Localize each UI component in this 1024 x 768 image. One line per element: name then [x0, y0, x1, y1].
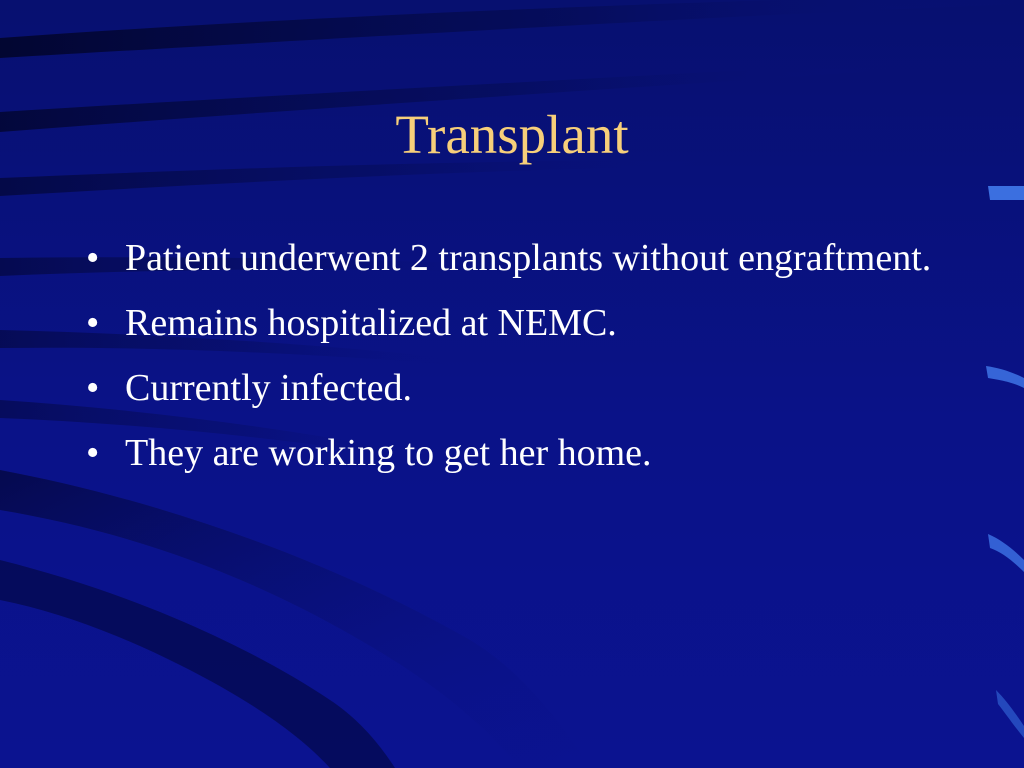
slide-title: Transplant [395, 104, 629, 165]
bullet-list [82, 232, 942, 492]
bullet-icon: • [86, 432, 100, 474]
bullet-text: They are working to get her home. [125, 432, 652, 474]
bullet-item [82, 427, 942, 480]
bullet-icon: • [86, 237, 100, 279]
bullet-text: Patient underwent 2 transplants without engraftment. [125, 237, 932, 279]
bullet-icon: • [86, 367, 100, 409]
bullet-text: Remains hospitalized at NEMC. [125, 302, 617, 344]
bullet-item [82, 232, 942, 285]
bullet-item [82, 362, 942, 415]
bullet-icon: • [86, 302, 100, 344]
bullet-text: Currently infected. [125, 367, 413, 409]
bullet-item [82, 297, 942, 350]
accent-dash [988, 186, 1024, 200]
